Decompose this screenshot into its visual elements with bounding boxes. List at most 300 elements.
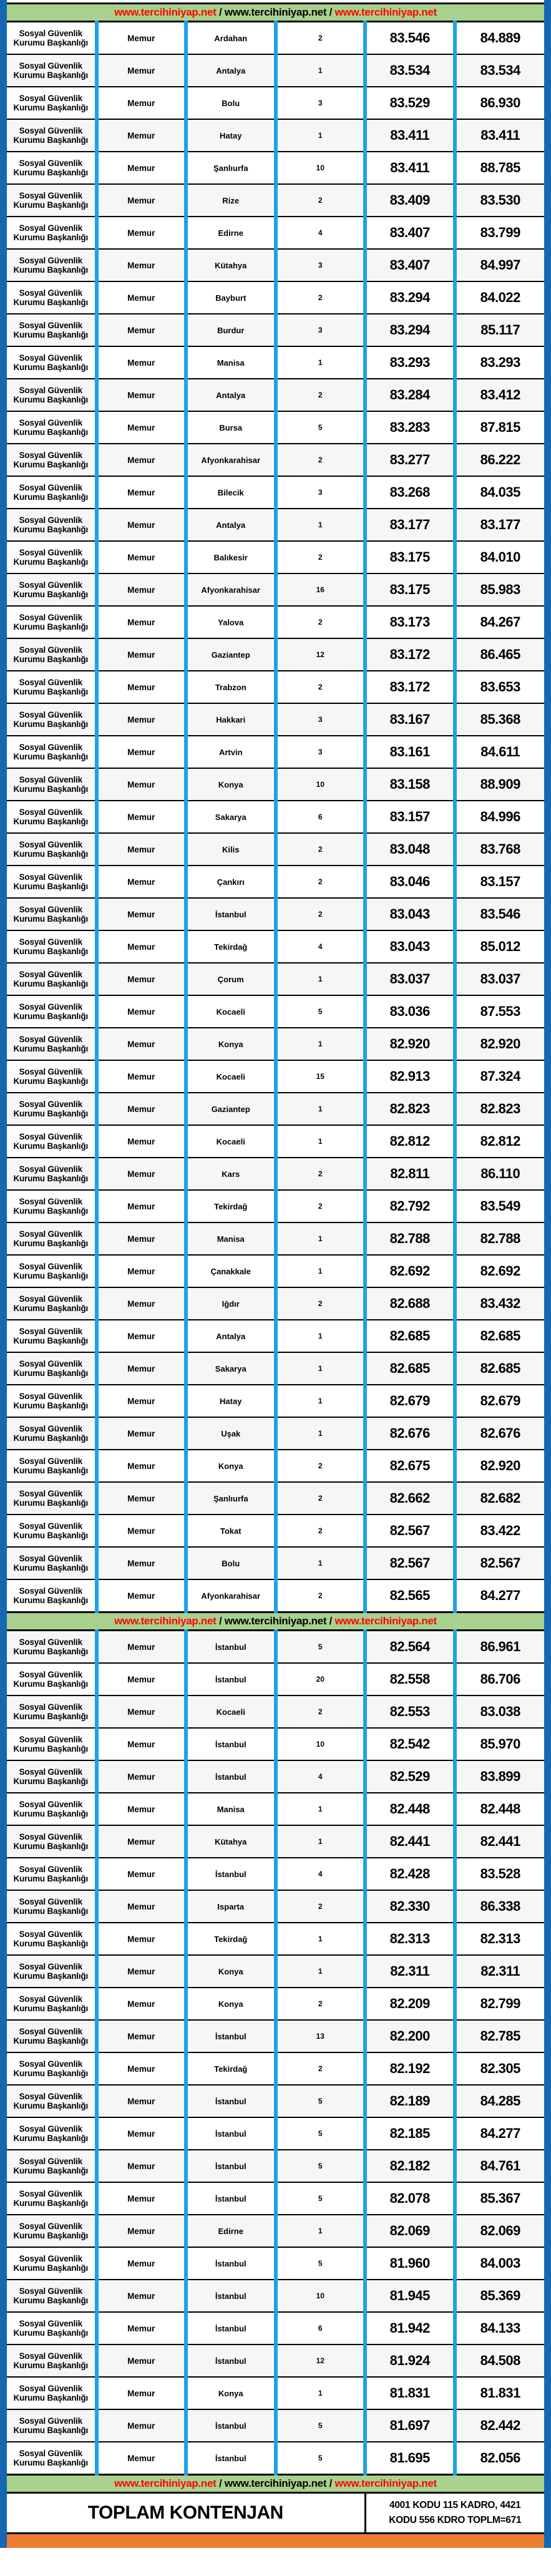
table-row [7, 509, 544, 541]
cell-tavan-puan: 86.930 [455, 87, 545, 119]
cell-il: Tekirdağ [186, 1923, 276, 1955]
cell-il: Edirne [186, 2215, 276, 2247]
cell-kontenjan: 2 [276, 1515, 366, 1547]
cell-tavan-puan: 83.653 [455, 671, 545, 703]
cell-kurum: Sosyal Güvenlik Kurumu Başkanlığı [7, 1417, 97, 1450]
cell-il: İstanbul [186, 2312, 276, 2344]
cell-tavan-puan: 82.799 [455, 1988, 545, 2020]
cell-il: İstanbul [186, 2020, 276, 2052]
cell-il: Balıkesir [186, 541, 276, 573]
cell-unvan: Memur [97, 1793, 187, 1825]
cell-kontenjan: 2 [276, 866, 366, 898]
cell-unvan: Memur [97, 152, 187, 184]
table-row [7, 1255, 544, 1287]
cell-kurum: Sosyal Güvenlik Kurumu Başkanlığı [7, 249, 97, 281]
cell-kontenjan: 2 [276, 833, 366, 866]
table-row [7, 606, 544, 638]
cell-taban-puan: 82.428 [365, 1858, 455, 1890]
table-row [7, 2409, 544, 2442]
cell-taban-puan: 82.311 [365, 1955, 455, 1988]
table-row [7, 995, 544, 1028]
cell-kontenjan: 4 [276, 217, 366, 249]
watermark-banner-row [7, 2475, 544, 2493]
cell-kontenjan: 6 [276, 801, 366, 833]
cell-kontenjan: 3 [276, 249, 366, 281]
cell-kontenjan: 2 [276, 1287, 366, 1320]
cell-il: İstanbul [186, 1631, 276, 1664]
cell-il: İstanbul [186, 2247, 276, 2280]
cell-tavan-puan: 82.920 [455, 1028, 545, 1060]
cell-il: Tekirdağ [186, 1190, 276, 1222]
cell-il: Bolu [186, 87, 276, 119]
cell-tavan-puan: 83.177 [455, 509, 545, 541]
table-row [7, 1028, 544, 1060]
table-row [7, 963, 544, 995]
cell-il: İstanbul [186, 2280, 276, 2312]
cell-kontenjan: 3 [276, 87, 366, 119]
cell-kontenjan: 10 [276, 768, 366, 801]
table-row [7, 573, 544, 606]
cell-tavan-puan: 84.003 [455, 2247, 545, 2280]
cell-kontenjan: 4 [276, 1858, 366, 1890]
cell-kurum: Sosyal Güvenlik Kurumu Başkanlığı [7, 2377, 97, 2409]
cell-kurum: Sosyal Güvenlik Kurumu Başkanlığı [7, 2182, 97, 2215]
cell-unvan: Memur [97, 1988, 187, 2020]
cell-unvan: Memur [97, 54, 187, 87]
cell-unvan: Memur [97, 638, 187, 671]
cell-kontenjan: 1 [276, 1125, 366, 1158]
table-row [7, 1158, 544, 1190]
cell-kurum: Sosyal Güvenlik Kurumu Başkanlığı [7, 379, 97, 411]
cell-kontenjan: 1 [276, 1417, 366, 1450]
cell-kontenjan: 1 [276, 1923, 366, 1955]
kpss-placement-table [7, 2, 544, 2534]
cell-taban-puan: 81.942 [365, 2312, 455, 2344]
cell-il: İstanbul [186, 2150, 276, 2182]
cell-kurum: Sosyal Güvenlik Kurumu Başkanlığı [7, 2150, 97, 2182]
table-row [7, 1547, 544, 1579]
cell-unvan: Memur [97, 606, 187, 638]
cell-kurum: Sosyal Güvenlik Kurumu Başkanlığı [7, 281, 97, 314]
cell-unvan: Memur [97, 541, 187, 573]
table-row [7, 801, 544, 833]
cell-kontenjan: 5 [276, 2182, 366, 2215]
table-row [7, 1417, 544, 1450]
cell-kontenjan: 2 [276, 1450, 366, 1482]
cell-kurum: Sosyal Güvenlik Kurumu Başkanlığı [7, 217, 97, 249]
cell-il: Bilecik [186, 476, 276, 509]
cell-tavan-puan: 83.546 [455, 898, 545, 930]
table-row [7, 1579, 544, 1612]
cell-kontenjan: 5 [276, 1631, 366, 1664]
cell-kurum: Sosyal Güvenlik Kurumu Başkanlığı [7, 1825, 97, 1858]
cell-kontenjan: 3 [276, 703, 366, 736]
table-row [7, 1631, 544, 1664]
cell-kurum: Sosyal Güvenlik Kurumu Başkanlığı [7, 1760, 97, 1793]
cell-taban-puan: 82.823 [365, 1093, 455, 1125]
cell-taban-puan: 82.564 [365, 1631, 455, 1664]
cell-kontenjan: 4 [276, 1760, 366, 1793]
cell-unvan: Memur [97, 87, 187, 119]
cell-unvan: Memur [97, 1417, 187, 1450]
total-quota-value-line1: 4001 KODU 115 KADRO, 4421 [389, 2499, 521, 2510]
cell-kurum: Sosyal Güvenlik Kurumu Başkanlığı [7, 476, 97, 509]
table-row [7, 1482, 544, 1515]
cell-il: Kocaeli [186, 1695, 276, 1728]
cell-taban-puan: 82.192 [365, 2052, 455, 2085]
table-row [7, 1858, 544, 1890]
cell-il: İstanbul [186, 1858, 276, 1890]
cell-kurum: Sosyal Güvenlik Kurumu Başkanlığı [7, 1352, 97, 1385]
cell-il: Kilis [186, 833, 276, 866]
cell-taban-puan: 82.185 [365, 2117, 455, 2150]
cell-il: Kütahya [186, 1825, 276, 1858]
watermark-banner-row [7, 4, 544, 22]
table-row [7, 703, 544, 736]
cell-il: Kars [186, 1158, 276, 1190]
cell-kurum: Sosyal Güvenlik Kurumu Başkanlığı [7, 1190, 97, 1222]
cell-kurum: Sosyal Güvenlik Kurumu Başkanlığı [7, 2117, 97, 2150]
cell-taban-puan: 82.788 [365, 1222, 455, 1255]
cell-il: Çanakkale [186, 1255, 276, 1287]
total-quota-label: TOPLAM KONTENJAN [7, 2493, 365, 2534]
cell-kurum: Sosyal Güvenlik Kurumu Başkanlığı [7, 2442, 97, 2475]
table-row [7, 476, 544, 509]
cell-tavan-puan: 82.676 [455, 1417, 545, 1450]
table-row [7, 898, 544, 930]
watermark-text: www.tercihiniyap.net / www.tercihiniyap.net / www.tercihiniyap.net [114, 1615, 437, 1627]
cell-unvan: Memur [97, 1482, 187, 1515]
table-row [7, 1695, 544, 1728]
cell-kontenjan: 1 [276, 1028, 366, 1060]
cell-unvan: Memur [97, 281, 187, 314]
cell-kurum: Sosyal Güvenlik Kurumu Başkanlığı [7, 2280, 97, 2312]
cell-tavan-puan: 82.685 [455, 1320, 545, 1352]
cell-kontenjan: 16 [276, 573, 366, 606]
cell-kontenjan: 3 [276, 736, 366, 768]
cell-unvan: Memur [97, 184, 187, 217]
cell-kurum: Sosyal Güvenlik Kurumu Başkanlığı [7, 1728, 97, 1760]
cell-kurum: Sosyal Güvenlik Kurumu Başkanlığı [7, 1547, 97, 1579]
cell-tavan-puan: 83.293 [455, 346, 545, 379]
cell-il: İstanbul [186, 1760, 276, 1793]
cell-unvan: Memur [97, 2182, 187, 2215]
cell-taban-puan: 83.172 [365, 638, 455, 671]
cell-taban-puan: 83.529 [365, 87, 455, 119]
cell-tavan-puan: 82.442 [455, 2409, 545, 2442]
cell-unvan: Memur [97, 1028, 187, 1060]
cell-taban-puan: 82.441 [365, 1825, 455, 1858]
cell-kurum: Sosyal Güvenlik Kurumu Başkanlığı [7, 2247, 97, 2280]
table-row [7, 1125, 544, 1158]
cell-taban-puan: 82.567 [365, 1515, 455, 1547]
cell-taban-puan: 82.675 [365, 1450, 455, 1482]
cell-kurum: Sosyal Güvenlik Kurumu Başkanlığı [7, 1255, 97, 1287]
cell-taban-puan: 83.043 [365, 930, 455, 963]
table-row [7, 1352, 544, 1385]
cell-tavan-puan: 83.768 [455, 833, 545, 866]
cell-kontenjan: 2 [276, 1695, 366, 1728]
cell-taban-puan: 82.913 [365, 1060, 455, 1093]
watermark-text: www.tercihiniyap.net / www.tercihiniyap.net / www.tercihiniyap.net [114, 2477, 437, 2489]
cell-kurum: Sosyal Güvenlik Kurumu Başkanlığı [7, 87, 97, 119]
cell-tavan-puan: 87.815 [455, 411, 545, 444]
cell-tavan-puan: 84.133 [455, 2312, 545, 2344]
cell-kontenjan: 1 [276, 1955, 366, 1988]
cell-kontenjan: 2 [276, 281, 366, 314]
cell-taban-puan: 83.546 [365, 22, 455, 55]
cell-il: İstanbul [186, 898, 276, 930]
cell-taban-puan: 82.692 [365, 1255, 455, 1287]
cell-kurum: Sosyal Güvenlik Kurumu Başkanlığı [7, 638, 97, 671]
cell-tavan-puan: 82.069 [455, 2215, 545, 2247]
cell-kurum: Sosyal Güvenlik Kurumu Başkanlığı [7, 2052, 97, 2085]
cell-unvan: Memur [97, 411, 187, 444]
cell-kurum: Sosyal Güvenlik Kurumu Başkanlığı [7, 963, 97, 995]
table-row [7, 281, 544, 314]
cell-unvan: Memur [97, 1825, 187, 1858]
cell-tavan-puan: 85.983 [455, 573, 545, 606]
cell-kontenjan: 1 [276, 1093, 366, 1125]
cell-kurum: Sosyal Güvenlik Kurumu Başkanlığı [7, 1320, 97, 1352]
cell-taban-puan: 83.407 [365, 249, 455, 281]
cell-taban-puan: 82.685 [365, 1352, 455, 1385]
cell-kontenjan: 1 [276, 119, 366, 152]
cell-il: Bolu [186, 1547, 276, 1579]
cell-kurum: Sosyal Güvenlik Kurumu Başkanlığı [7, 1287, 97, 1320]
cell-kontenjan: 1 [276, 1793, 366, 1825]
cell-kurum: Sosyal Güvenlik Kurumu Başkanlığı [7, 671, 97, 703]
cell-taban-puan: 83.175 [365, 541, 455, 573]
cell-kontenjan: 1 [276, 346, 366, 379]
cell-kurum: Sosyal Güvenlik Kurumu Başkanlığı [7, 1579, 97, 1612]
cell-unvan: Memur [97, 1547, 187, 1579]
cell-kurum: Sosyal Güvenlik Kurumu Başkanlığı [7, 930, 97, 963]
cell-taban-puan: 82.069 [365, 2215, 455, 2247]
cell-kurum: Sosyal Güvenlik Kurumu Başkanlığı [7, 411, 97, 444]
cell-unvan: Memur [97, 963, 187, 995]
cell-tavan-puan: 84.285 [455, 2085, 545, 2117]
cell-tavan-puan: 83.549 [455, 1190, 545, 1222]
table-row [7, 2442, 544, 2475]
cell-kurum: Sosyal Güvenlik Kurumu Başkanlığı [7, 1988, 97, 2020]
table-row [7, 184, 544, 217]
cell-taban-puan: 81.695 [365, 2442, 455, 2475]
table-row [7, 2344, 544, 2377]
cell-il: İstanbul [186, 1728, 276, 1760]
cell-taban-puan: 82.812 [365, 1125, 455, 1158]
table-row [7, 379, 544, 411]
cell-unvan: Memur [97, 1923, 187, 1955]
cell-tavan-puan: 82.567 [455, 1547, 545, 1579]
cell-kurum: Sosyal Güvenlik Kurumu Başkanlığı [7, 2020, 97, 2052]
cell-tavan-puan: 82.056 [455, 2442, 545, 2475]
cell-kontenjan: 1 [276, 509, 366, 541]
cell-unvan: Memur [97, 1287, 187, 1320]
cell-kontenjan: 20 [276, 1663, 366, 1695]
cell-kontenjan: 4 [276, 930, 366, 963]
cell-il: Artvin [186, 736, 276, 768]
cell-unvan: Memur [97, 801, 187, 833]
cell-il: Hatay [186, 1385, 276, 1417]
cell-kurum: Sosyal Güvenlik Kurumu Başkanlığı [7, 2409, 97, 2442]
cell-il: Ardahan [186, 22, 276, 55]
cell-taban-puan: 82.200 [365, 2020, 455, 2052]
cell-il: Antalya [186, 379, 276, 411]
cell-taban-puan: 83.158 [365, 768, 455, 801]
cell-taban-puan: 83.167 [365, 703, 455, 736]
cell-kurum: Sosyal Güvenlik Kurumu Başkanlığı [7, 509, 97, 541]
cell-kurum: Sosyal Güvenlik Kurumu Başkanlığı [7, 1093, 97, 1125]
cell-taban-puan: 82.811 [365, 1158, 455, 1190]
table-row [7, 1663, 544, 1695]
cell-kontenjan: 1 [276, 1385, 366, 1417]
cell-taban-puan: 83.046 [365, 866, 455, 898]
cell-taban-puan: 83.409 [365, 184, 455, 217]
cell-kurum: Sosyal Güvenlik Kurumu Başkanlığı [7, 768, 97, 801]
cell-tavan-puan: 84.035 [455, 476, 545, 509]
cell-taban-puan: 82.182 [365, 2150, 455, 2182]
cell-kontenjan: 5 [276, 2247, 366, 2280]
table-row [7, 768, 544, 801]
cell-unvan: Memur [97, 2150, 187, 2182]
cell-taban-puan: 83.294 [365, 314, 455, 346]
table-row [7, 2312, 544, 2344]
cell-kurum: Sosyal Güvenlik Kurumu Başkanlığı [7, 995, 97, 1028]
cell-kontenjan: 2 [276, 671, 366, 703]
cell-il: Konya [186, 2377, 276, 2409]
table-row [7, 1287, 544, 1320]
cell-il: İstanbul [186, 2117, 276, 2150]
cell-kurum: Sosyal Güvenlik Kurumu Başkanlığı [7, 833, 97, 866]
cell-taban-puan: 82.662 [365, 1482, 455, 1515]
cell-tavan-puan: 82.679 [455, 1385, 545, 1417]
cell-unvan: Memur [97, 1631, 187, 1664]
cell-kurum: Sosyal Güvenlik Kurumu Başkanlığı [7, 736, 97, 768]
cell-kontenjan: 1 [276, 1320, 366, 1352]
cell-unvan: Memur [97, 1158, 187, 1190]
cell-il: Rize [186, 184, 276, 217]
cell-il: Konya [186, 1028, 276, 1060]
total-quota-value-line2: KODU 556 KDRO TOPLM=671 [389, 2515, 522, 2525]
cell-unvan: Memur [97, 249, 187, 281]
table-row [7, 2377, 544, 2409]
cell-taban-puan: 81.960 [365, 2247, 455, 2280]
cell-unvan: Memur [97, 1255, 187, 1287]
cell-tavan-puan: 82.448 [455, 1793, 545, 1825]
cell-unvan: Memur [97, 1890, 187, 1923]
table-row [7, 2085, 544, 2117]
watermark-banner-cell [7, 1612, 544, 1631]
cell-taban-puan: 81.697 [365, 2409, 455, 2442]
cell-il: Manisa [186, 1222, 276, 1255]
cell-kontenjan: 2 [276, 22, 366, 55]
cell-kontenjan: 1 [276, 54, 366, 87]
cell-unvan: Memur [97, 2052, 187, 2085]
cell-tavan-puan: 88.909 [455, 768, 545, 801]
cell-unvan: Memur [97, 995, 187, 1028]
cell-il: İstanbul [186, 1663, 276, 1695]
cell-kontenjan: 15 [276, 1060, 366, 1093]
table-row [7, 1890, 544, 1923]
cell-unvan: Memur [97, 1858, 187, 1890]
cell-kontenjan: 12 [276, 638, 366, 671]
cell-taban-puan: 83.172 [365, 671, 455, 703]
cell-kurum: Sosyal Güvenlik Kurumu Başkanlığı [7, 1631, 97, 1664]
cell-kontenjan: 2 [276, 606, 366, 638]
cell-unvan: Memur [97, 2215, 187, 2247]
cell-unvan: Memur [97, 314, 187, 346]
cell-kurum: Sosyal Güvenlik Kurumu Başkanlığı [7, 1695, 97, 1728]
cell-taban-puan: 83.177 [365, 509, 455, 541]
sheet-bottom-strip [0, 2534, 551, 2548]
table-row [7, 1760, 544, 1793]
cell-kurum: Sosyal Güvenlik Kurumu Başkanlığı [7, 1890, 97, 1923]
cell-kurum: Sosyal Güvenlik Kurumu Başkanlığı [7, 444, 97, 476]
cell-tavan-puan: 86.961 [455, 1631, 545, 1664]
table-row [7, 217, 544, 249]
cell-tavan-puan: 85.369 [455, 2280, 545, 2312]
cell-unvan: Memur [97, 768, 187, 801]
cell-tavan-puan: 86.706 [455, 1663, 545, 1695]
cell-unvan: Memur [97, 1125, 187, 1158]
table-row [7, 22, 544, 55]
total-quota-row [7, 2493, 544, 2534]
cell-il: Bayburt [186, 281, 276, 314]
cell-tavan-puan: 84.010 [455, 541, 545, 573]
cell-kontenjan: 1 [276, 1255, 366, 1287]
cell-kontenjan: 3 [276, 476, 366, 509]
cell-tavan-puan: 83.528 [455, 1858, 545, 1890]
cell-taban-puan: 83.175 [365, 573, 455, 606]
cell-tavan-puan: 84.277 [455, 1579, 545, 1612]
cell-kontenjan: 5 [276, 2085, 366, 2117]
cell-unvan: Memur [97, 2344, 187, 2377]
cell-taban-puan: 82.448 [365, 1793, 455, 1825]
cell-tavan-puan: 83.530 [455, 184, 545, 217]
table-row [7, 930, 544, 963]
cell-taban-puan: 82.209 [365, 1988, 455, 2020]
cell-unvan: Memur [97, 1579, 187, 1612]
table-row [7, 1385, 544, 1417]
cell-il: Sakarya [186, 1352, 276, 1385]
cell-kontenjan: 5 [276, 2150, 366, 2182]
cell-il: Iğdır [186, 1287, 276, 1320]
cell-il: İstanbul [186, 2409, 276, 2442]
cell-unvan: Memur [97, 1352, 187, 1385]
cell-kontenjan: 1 [276, 963, 366, 995]
cell-il: İstanbul [186, 2182, 276, 2215]
cell-kontenjan: 12 [276, 2344, 366, 2377]
cell-tavan-puan: 83.038 [455, 1695, 545, 1728]
table-row [7, 411, 544, 444]
cell-unvan: Memur [97, 119, 187, 152]
cell-tavan-puan: 85.012 [455, 930, 545, 963]
table-row [7, 736, 544, 768]
cell-taban-puan: 83.283 [365, 411, 455, 444]
cell-unvan: Memur [97, 898, 187, 930]
table-row [7, 1923, 544, 1955]
cell-unvan: Memur [97, 1760, 187, 1793]
cell-kurum: Sosyal Güvenlik Kurumu Başkanlığı [7, 346, 97, 379]
cell-tavan-puan: 85.367 [455, 2182, 545, 2215]
cell-unvan: Memur [97, 671, 187, 703]
cell-taban-puan: 83.534 [365, 54, 455, 87]
cell-tavan-puan: 85.970 [455, 1728, 545, 1760]
cell-il: Kocaeli [186, 1125, 276, 1158]
cell-kurum: Sosyal Güvenlik Kurumu Başkanlığı [7, 1222, 97, 1255]
cell-tavan-puan: 88.785 [455, 152, 545, 184]
